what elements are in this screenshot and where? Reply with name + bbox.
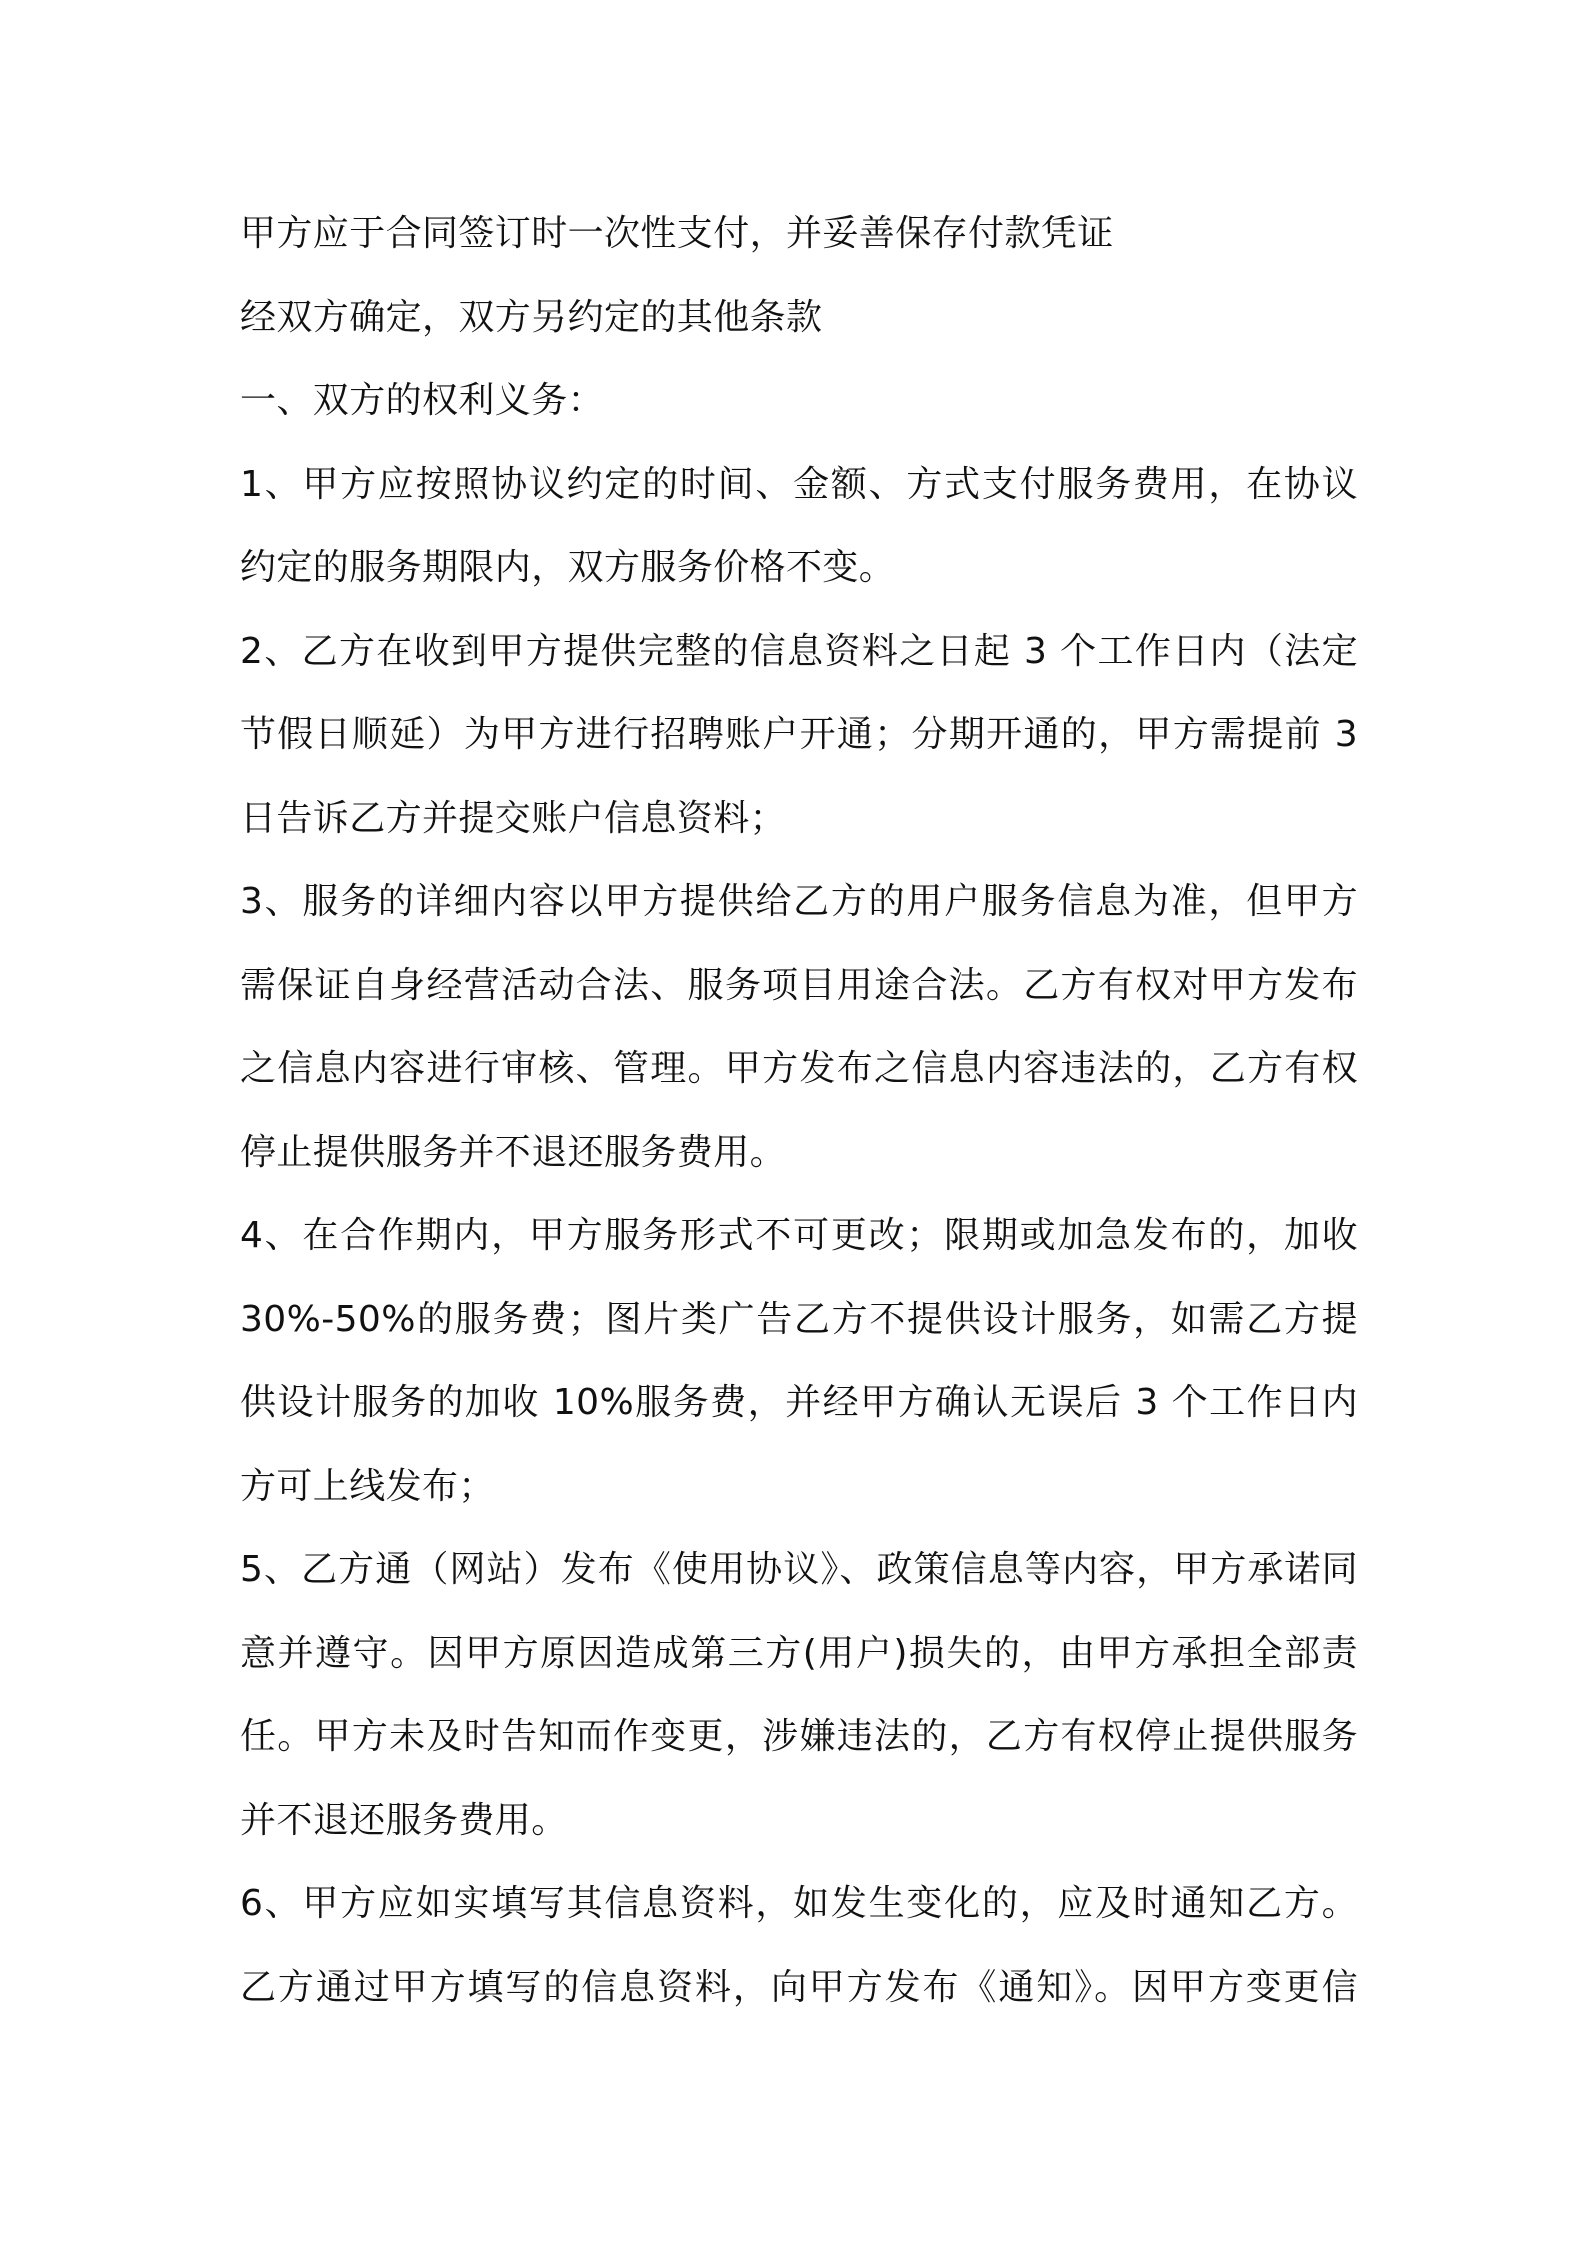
clause-1-line: 约定的服务期限内，双方服务价格不变。 bbox=[240, 547, 896, 588]
clause-5-line: 意并遵守。因甲方原因造成第三方(用户)损失的，由甲方承担全部责 bbox=[240, 1632, 1358, 1674]
clause-2-line: 2、乙方在收到甲方提供完整的信息资料之日起 3 个工作日内（法定 bbox=[240, 630, 1358, 672]
clause-5-line: 5、乙方通（网站）发布《使用协议》、政策信息等内容，甲方承诺同 bbox=[240, 1549, 1358, 1590]
clause-6-line: 乙方通过甲方填写的信息资料，向甲方发布《通知》。因甲方变更信 bbox=[240, 1966, 1358, 2008]
clause-4-line: 方可上线发布； bbox=[240, 1465, 495, 1507]
clause-4-line: 4、在合作期内，甲方服务形式不可更改；限期或加急发布的，加收 bbox=[240, 1215, 1358, 1256]
clause-6-line: 6、甲方应如实填写其信息资料，如发生变化的，应及时通知乙方。 bbox=[240, 1883, 1358, 1924]
clause-4-line: 供设计服务的加收 10%服务费，并经甲方确认无误后 3 个工作日内 bbox=[240, 1382, 1358, 1423]
clause-4-line: 30%-50%的服务费；图片类广告乙方不提供设计服务，如需乙方提 bbox=[240, 1298, 1358, 1340]
document-body bbox=[240, 192, 1358, 2029]
clause-3-line: 需保证自身经营活动合法、服务项目用途合法。乙方有权对甲方发布 bbox=[240, 964, 1358, 1006]
clause-5-line: 并不退还服务费用。 bbox=[240, 1799, 568, 1841]
clause-3-line: 之信息内容进行审核、管理。甲方发布之信息内容违法的，乙方有权 bbox=[240, 1048, 1358, 1089]
clause-1-line: 1、甲方应按照协议约定的时间、金额、方式支付服务费用，在协议 bbox=[240, 463, 1358, 505]
clause-5-line: 任。甲方未及时告知而作变更，涉嫌违法的，乙方有权停止提供服务 bbox=[240, 1716, 1358, 1757]
clause-3-line: 3、服务的详细内容以甲方提供给乙方的用户服务信息为准，但甲方 bbox=[240, 881, 1358, 922]
text-line: 经双方确定，双方另约定的其他条款 bbox=[240, 296, 823, 338]
clause-3-line: 停止提供服务并不退还服务费用。 bbox=[240, 1131, 787, 1173]
text-line: 甲方应于合同签订时一次性支付，并妥善保存付款凭证 bbox=[240, 213, 1114, 254]
section-heading: 一、双方的权利义务： bbox=[240, 380, 605, 421]
clause-2-line: 日告诉乙方并提交账户信息资料； bbox=[240, 797, 787, 839]
clause-2-line: 节假日顺延）为甲方进行招聘账户开通；分期开通的，甲方需提前 3 bbox=[240, 714, 1358, 755]
